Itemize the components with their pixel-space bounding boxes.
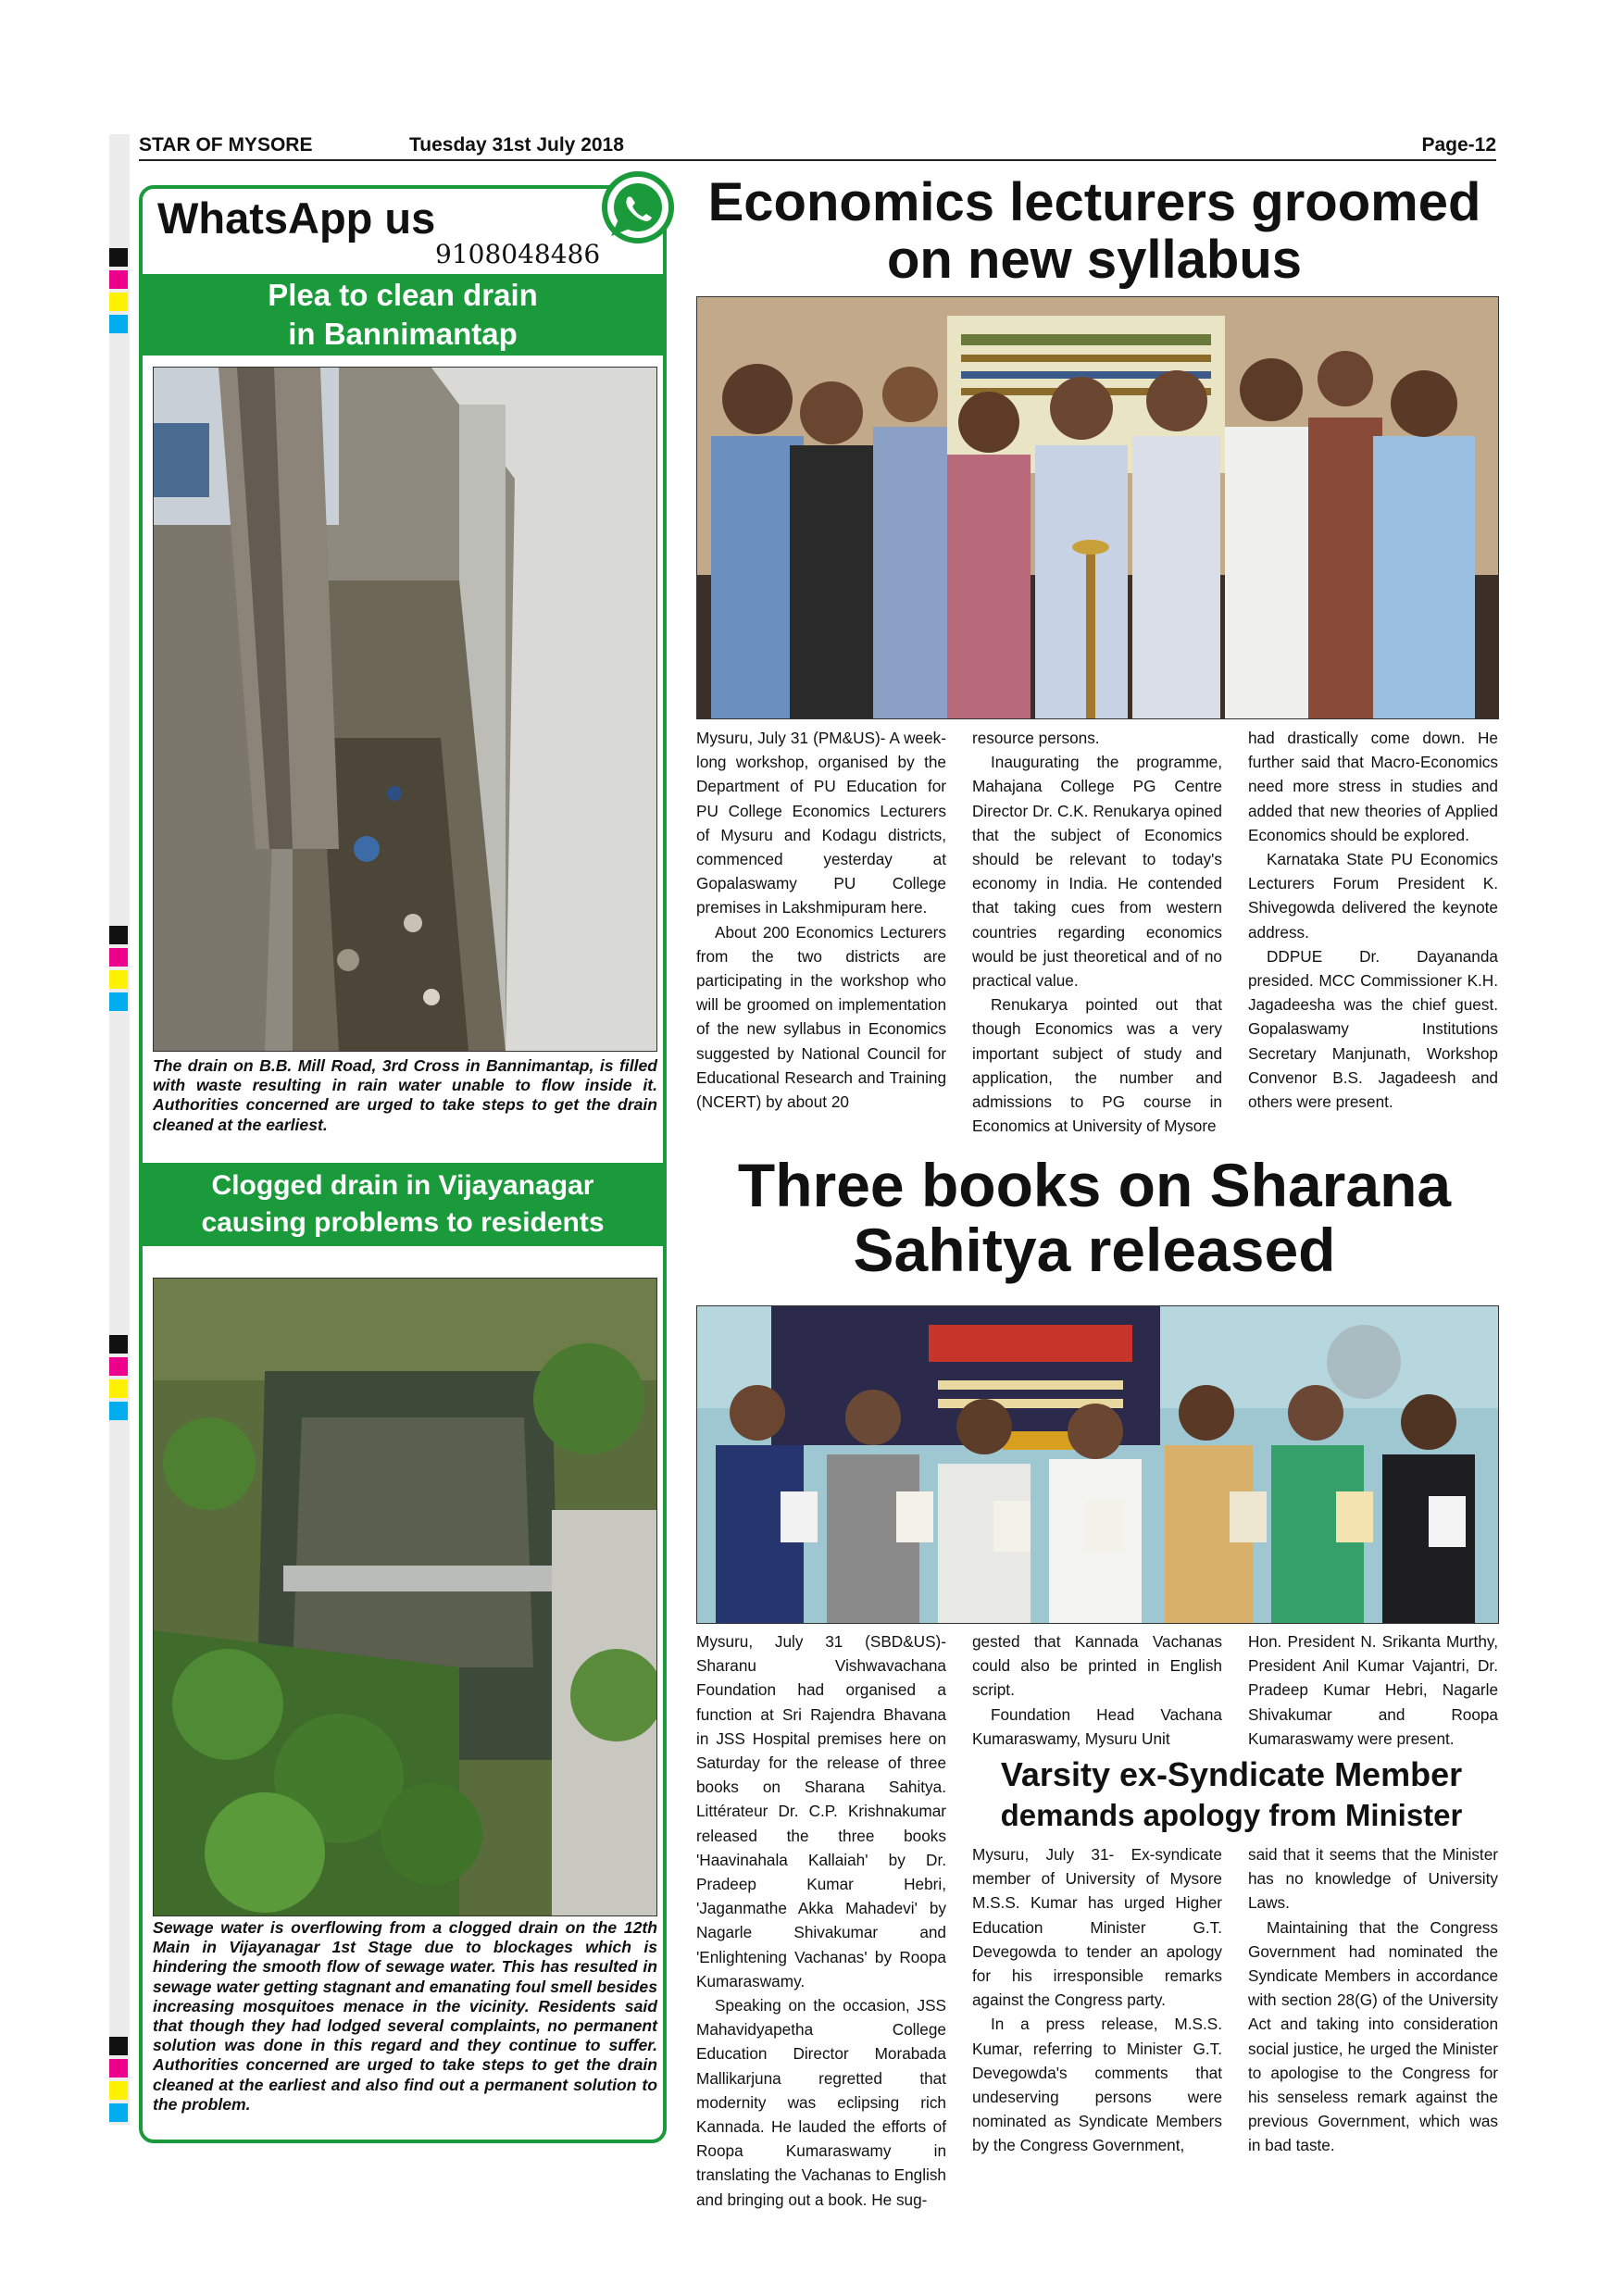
article1-col1-para2: About 200 Economics Lecturers from the two districts are participating in the workshop who will be groomed on implementation of the new syllabus in Economics suggested by National Council for Educational Research and Training (NCERT) by about 20	[696, 922, 946, 1112]
book-release-photo	[696, 1305, 1499, 1624]
paper-name: STAR OF MYSORE	[139, 134, 313, 156]
article2-column3	[1248, 1629, 1498, 1751]
article3-headline-line1: Varsity ex-Syndicate Member	[1000, 1755, 1463, 1793]
article3-column1	[972, 1842, 1222, 2158]
article3-col1-para1: Mysuru, July 31- Ex-syndicate member of University of Mysore M.S.S. Kumar has urged Higher Education Minister G.T. Devegowda to tender an apology for his irresponsible remarks against the Congress party.	[972, 1845, 1222, 2010]
whatsapp-title: WhatsApp us	[157, 193, 436, 243]
story2-headline-line1: Clogged drain in Vijayanagar	[211, 1170, 594, 1201]
article1-col3-para3: DDPUE Dr. Dayananda presided. MCC Commissioner K.H. Jagadeesha was the chief guest. Gopalaswamy Institutions Secretary Manjunath, Workshop Convenor B.S. Jagadeesh and others were present.	[1248, 946, 1498, 1112]
article1-column1	[696, 726, 946, 1114]
article2-headline	[687, 1153, 1502, 1282]
article2-column2	[972, 1629, 1222, 1751]
issue-date: Tuesday 31st July 2018	[409, 134, 624, 156]
article1-column2	[972, 726, 1222, 1138]
article2-headline-line2: Sahitya released	[853, 1216, 1336, 1284]
article2-column1	[696, 1629, 946, 2212]
registration-strip	[109, 134, 130, 2125]
article2-col3-para1: Hon. President N. Srikanta Murthy, President Anil Kumar Vajantri, Dr. Pradeep Kumar Hebri, Nagarle Shivakumar and Roopa Kumaraswamy were present.	[1248, 1632, 1498, 1748]
article1-col2-para1: resource persons.	[972, 729, 1100, 747]
story2-caption: Sewage water is overflowing from a clogged drain on the 12th Main in Vijayanagar 1st Stage due to blockages which is hindering the smooth flow of sewage water. This has resulted in sewage water getting stagnant and emanating foul smell besides increasing mosquitoes menace in the vicinity. Residents said that though they had lodged several complaints, no permanent solution was done in this regard and they continue to suffer. Authorities concerned are urged to take steps to get the drain cleaned at the earliest and also find out a permanent solution to the problem.	[153, 1918, 657, 2114]
article3-col1-para2: In a press release, M.S.S. Kumar, referring to Minister G.T. Devegowda's comments that undeserving persons were nominated as Syndicate Members by the Congress Government,	[972, 2015, 1222, 2155]
article1-col3-para1: had drastically come down. He further said that Macro-Economics need more stress in studies and added that new theories of Applied Economics should be explored.	[1248, 729, 1498, 844]
whatsapp-number: 9108048486	[435, 239, 601, 269]
vijayanagar-drain-photo	[153, 1278, 657, 1916]
article1-col3-para2: Karnataka State PU Economics Lecturers Forum President K. Shivegowda delivered the keynote address.	[1248, 850, 1498, 942]
article1-col2-para2: Inaugurating the programme, Mahajana College PG Centre Director Dr. C.K. Renukarya opined that the subject of Economics should be relevant to today's economy in India. He contended that taking cues from western countries regarding economics would be just theoretical and of no practical value.	[972, 753, 1222, 991]
article1-col2-para3: Renukarya pointed out that though Economics was a very important subject of study and application, the number and admissions to PG course in Economics at University of Mysore	[972, 995, 1222, 1136]
article3-col2-para1: said that it seems that the Minister has no knowledge of University Laws.	[1248, 1845, 1498, 1913]
workshop-inauguration-photo	[696, 296, 1499, 719]
whatsapp-icon	[602, 171, 674, 248]
article1-headline	[687, 174, 1502, 289]
story1-caption: The drain on B.B. Mill Road, 3rd Cross in Bannimantap, is filled with waste resulting in rain water unable to flow inside it. Authorities concerned are urged to take steps to get the drain cleaned at the earliest.	[153, 1056, 657, 1134]
article1-column3	[1248, 726, 1498, 1114]
article3-column2	[1248, 1842, 1498, 2158]
story2-headline-line2: causing problems to residents	[201, 1207, 605, 1238]
article1-col1-para1: Mysuru, July 31 (PM&US)- A week-long workshop, organised by the Department of PU Education for PU College Economics Lecturers of Mysuru and Kodagu districts, commenced yesterday at Gopalaswamy PU College premises in Lakshmipuram here.	[696, 729, 946, 917]
header-rule	[139, 159, 1496, 161]
article2-col2-para1: gested that Kannada Vachanas could also be printed in English script.	[972, 1632, 1222, 1700]
article1-headline-line2: on new syllabus	[887, 230, 1302, 290]
article2-headline-line1: Three books on Sharana	[737, 1151, 1452, 1219]
story1-headline	[143, 274, 663, 356]
story1-headline-line1: Plea to clean drain	[268, 278, 538, 312]
article3-headline	[963, 1754, 1500, 1836]
page-number: Page-12	[1421, 134, 1496, 156]
article3-col2-para2: Maintaining that the Congress Government had nominated the Syndicate Members in accordance with section 28(G) of the University Act and taking into consideration social justice, he urged the Minister to apologise to the Congress for his senseless remark against the previous Government, which was in bad taste.	[1248, 1917, 1498, 2155]
story2-headline	[143, 1163, 663, 1246]
article2-col1-para2: Speaking on the occasion, JSS Mahavidyapetha College Education Director Morabada Mallikarjuna regretted that modernity was eclipsing rich Kannada. He lauded the efforts of Roopa Kumaraswamy in translating the Vachanas to English and bringing out a book. He sug-	[696, 1996, 946, 2209]
story1-headline-line2: in Bannimantap	[288, 317, 518, 351]
article1-headline-line1: Economics lecturers groomed	[707, 172, 1481, 232]
article2-col1-para1: Mysuru, July 31 (SBD&US)- Sharanu Vishwavachana Foundation had organised a function at Sri Rajendra Bhavana in JSS Hospital premises here on Saturday for the release of three books on Sharana Sahitya. Littérateur Dr. C.P. Krishnakumar released the three books 'Haavinahala Kallaiah' by Dr. Pradeep Kumar Hebri, 'Jaganmathe Akka Mahadevi' by Nagarle Shivakumar and 'Enlightening Vachanas' by Roopa Kumaraswamy.	[696, 1632, 946, 1990]
article3-headline-line2: demands apology from Minister	[1000, 1798, 1463, 1832]
bannimantap-drain-photo	[153, 367, 657, 1052]
article2-col2-para2: Foundation Head Vachana Kumaraswamy, Mysuru Unit	[972, 1704, 1222, 1748]
